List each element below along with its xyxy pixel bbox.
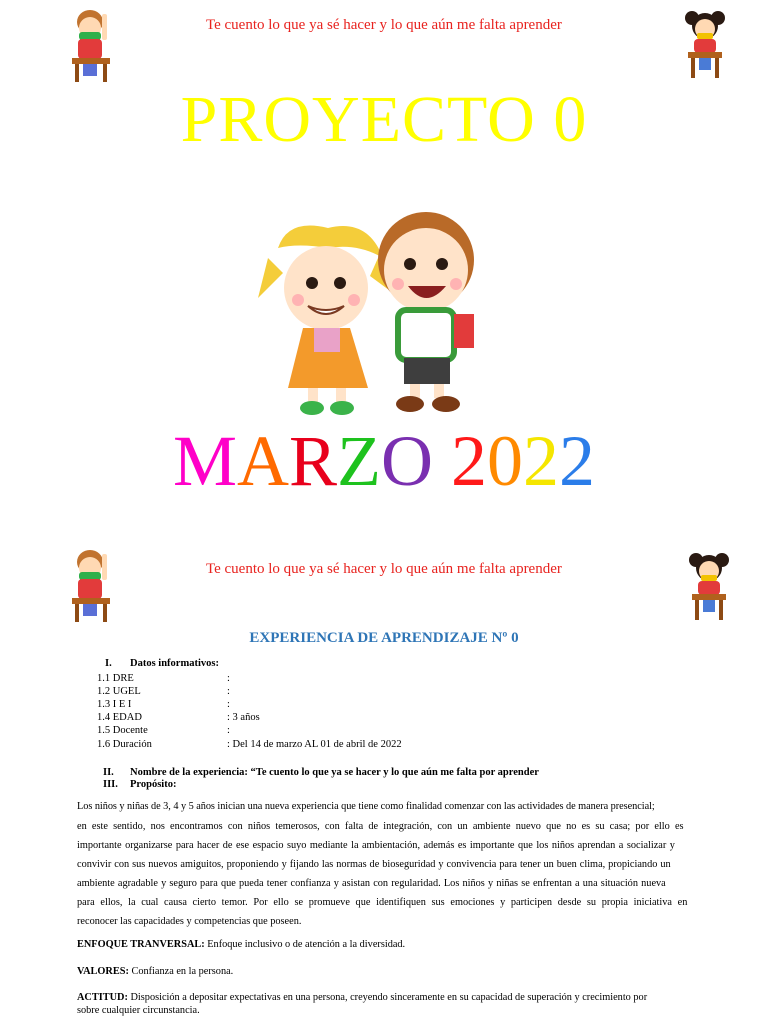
- enfoque-line: [77, 939, 405, 950]
- purpose-line: en este sentido, nos encontramos con niños temerosos, con falta de integración, con un ambiente nuevo que no es su casa; por ello es: [77, 821, 684, 832]
- info-value: : Del 14 de marzo AL 01 de abril de 2022: [227, 739, 402, 750]
- section-number: I.: [105, 658, 112, 669]
- info-label: 1.4 EDAD: [97, 712, 142, 723]
- purpose-line: ambiente agradable y seguro para que pueda tener confianza y asistan con regularidad. Los niños y niñas se enfrentan a una situación nueva: [77, 878, 666, 889]
- purpose-line: reconocer las capacidades y competencias que poseen.: [77, 916, 302, 927]
- date-letter: 2: [451, 421, 488, 501]
- experience-title: EXPERIENCIA DE APRENDIZAJE Nº 0: [249, 630, 519, 646]
- actitud-line-2: sobre cualquier circunstancia.: [77, 1005, 200, 1016]
- section-heading: Propósito:: [130, 779, 177, 790]
- date-letter: A: [237, 421, 289, 501]
- valores-text: Confianza en la persona.: [128, 966, 234, 977]
- purpose-line: Los niños y niñas de 3, 4 y 5 años inician una nueva experiencia que tiene como finalidad comenzar con las actividades de manera presencial;: [77, 801, 655, 812]
- date-letter: Z: [337, 421, 382, 501]
- section-number: II.: [103, 767, 114, 778]
- section-number: III.: [103, 779, 118, 790]
- actitud-label: ACTITUD:: [77, 992, 128, 1003]
- enfoque-label: ENFOQUE TRANVERSAL:: [77, 939, 205, 950]
- date-letter: 2: [523, 421, 560, 501]
- boy-at-desk-icon: [66, 548, 116, 624]
- two-kids-illustration-icon: [258, 188, 498, 420]
- girl-at-desk-icon: [684, 548, 734, 622]
- info-label: 1.3 I E I: [97, 699, 132, 710]
- info-value: :: [227, 725, 230, 736]
- date-letter: O: [381, 421, 434, 501]
- info-value: :: [227, 673, 230, 684]
- info-label: 1.6 Duración: [97, 739, 152, 750]
- boy-at-desk-icon: [66, 8, 116, 84]
- purpose-line: para ellos, la cual causa cierto temor. Por ello se promueve que identifiquen sus emociones y participen desde su propia iniciativa en: [77, 897, 688, 908]
- valores-label: VALORES:: [77, 966, 129, 977]
- actitud-line: [77, 992, 647, 1003]
- date-heading: [0, 420, 768, 503]
- date-letter: 2: [559, 421, 596, 501]
- header-subtitle: Te cuento lo que ya sé hacer y lo que aún me falta aprender: [206, 17, 562, 33]
- date-letter: M: [172, 421, 237, 501]
- purpose-line: convivir con sus nuevos amiguitos, proponiendo y fijando las normas de bioseguridad y convivencia para tener un buen clima, propiciando un: [77, 859, 671, 870]
- info-value: : 3 años: [227, 712, 260, 723]
- girl-at-desk-icon: [680, 6, 730, 80]
- info-value: :: [227, 686, 230, 697]
- valores-line: [77, 966, 233, 977]
- section-heading: Nombre de la experiencia: “Te cuento lo que ya se hacer y lo que aún me falta por aprender: [130, 767, 539, 778]
- date-letter: 0: [487, 421, 524, 501]
- section-heading: Datos informativos:: [130, 658, 219, 669]
- enfoque-text: Enfoque inclusivo o de atención a la diversidad.: [204, 939, 406, 950]
- project-title: PROYECTO 0: [180, 83, 588, 156]
- info-label: 1.5 Docente: [97, 725, 148, 736]
- section-subtitle: Te cuento lo que ya sé hacer y lo que aún me falta aprender: [206, 561, 562, 577]
- info-value: :: [227, 699, 230, 710]
- info-label: 1.1 DRE: [97, 673, 134, 684]
- date-letter: R: [289, 421, 338, 501]
- purpose-line: importante organizarse para hacer de ese espacio suyo mediante la ambientación, además es importante que los niños aprendan a socializar y: [77, 840, 675, 851]
- info-label: 1.2 UGEL: [97, 686, 141, 697]
- actitud-text: Disposición a depositar expectativas en una persona, creyendo sinceramente en su capacidad de superación y crecimiento por: [127, 992, 648, 1003]
